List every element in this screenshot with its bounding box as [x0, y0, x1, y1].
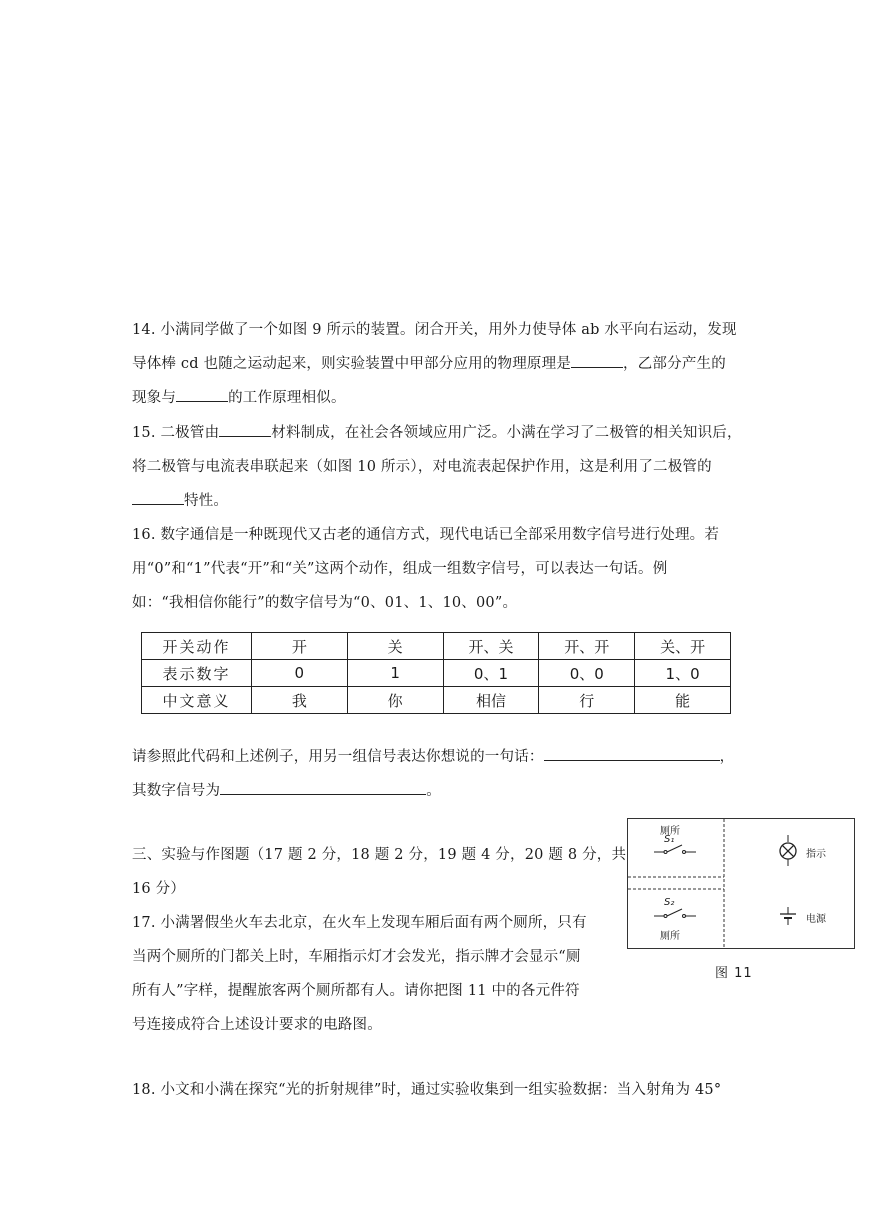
switch-s2-label: S₂	[664, 897, 675, 908]
q15-line-2: 将二极管与电流表串联起来（如图 10 所示），对电流表起保护作用，这是利用了二极管的	[132, 459, 712, 475]
table-cell: 我	[251, 687, 347, 714]
q16-line-5-text: 其数字信号为	[132, 783, 221, 799]
table-cell: 开、开	[539, 633, 635, 660]
q14-answer-blank-2[interactable]	[176, 389, 228, 402]
q14-line-3-text: 现象与	[132, 390, 177, 406]
q15-line-3	[132, 489, 228, 510]
q16-line-2: 用“0”和“1”代表“开”和“关”这两个动作，组成一组数字信号，可以表达一句话。例	[132, 561, 668, 577]
toilet-label-top: 厕所	[660, 826, 680, 837]
table-row	[142, 633, 731, 660]
table-cell: 你	[347, 687, 443, 714]
q14-line-2-text: 导体棒 cd 也随之运动起来，则实验装置中甲部分应用的物理原理是	[132, 356, 572, 372]
q14-line-3	[132, 386, 346, 407]
table-cell: 行	[539, 687, 635, 714]
q16-line-5-tail: 。	[426, 783, 441, 799]
q15-line-1-text: 15. 二极管由	[132, 425, 220, 441]
lamp-icon	[780, 835, 796, 866]
switch-s1-icon	[654, 845, 696, 854]
q14-line-2	[132, 352, 726, 373]
section-3-heading-line-2: 16 分）	[132, 881, 186, 897]
battery-icon	[780, 907, 796, 925]
q16-line-5	[132, 779, 441, 800]
table-cell: 能	[635, 687, 731, 714]
q16-line-3: 如：“我相信你能行”的数字信号为“0、01、1、10、00”。	[132, 595, 518, 611]
power-label: 电源	[806, 914, 826, 925]
table-cell: 开、关	[443, 633, 539, 660]
q16-sentence-blank[interactable]	[544, 748, 720, 761]
q16-line-4-tail: ，	[719, 749, 735, 765]
q17-line-2: 当两个厕所的门都关上时，车厢指示灯才会发光，指示牌才会显示“厕	[132, 949, 581, 965]
q16-signal-blank[interactable]	[220, 782, 426, 795]
table-header-cell: 中文意义	[142, 687, 252, 714]
indicator-label: 指示	[806, 849, 826, 860]
table-cell: 相信	[443, 687, 539, 714]
table-row	[142, 687, 731, 714]
figure-11-circuit	[627, 818, 855, 949]
table-cell: 1、0	[635, 660, 731, 687]
q15-line-3-tail: 特性。	[184, 493, 229, 509]
table-row	[142, 660, 731, 687]
switch-s1-label: S₁	[664, 834, 675, 845]
q15-line-1-tail: 材料制成，在社会各领域应用广泛。小满在学习了二极管的相关知识后，	[271, 425, 742, 441]
switch-s2-icon	[654, 909, 696, 918]
table-cell: 关	[347, 633, 443, 660]
q16-line-4-text: 请参照此代码和上述例子，用另一组信号表达你想说的一句话：	[132, 749, 544, 765]
table-cell: 0、1	[443, 660, 539, 687]
table-cell: 1	[347, 660, 443, 687]
q16-line-4	[132, 745, 734, 766]
section-3-heading-line-1: 三、实验与作图题（17 题 2 分，18 题 2 分，19 题 4 分，20 题 8 分，共	[132, 847, 627, 863]
signal-code-table	[141, 632, 731, 714]
figure-11-caption: 图 11	[715, 966, 753, 981]
table-cell: 0	[251, 660, 347, 687]
table-header-cell: 开关动作	[142, 633, 252, 660]
q17-line-3: 所有人”字样，提醒旅客两个厕所都有人。请你把图 11 中的各元件符	[132, 983, 580, 999]
table-cell: 0、0	[539, 660, 635, 687]
table-cell: 关、开	[635, 633, 731, 660]
q16-line-1: 16. 数字通信是一种既现代又古老的通信方式，现代电话已全部采用数字信号进行处理。若	[132, 527, 720, 543]
q17-line-1: 17. 小满署假坐火车去北京，在火车上发现车厢后面有两个厕所，只有	[132, 915, 587, 931]
q15-answer-blank-2[interactable]	[132, 492, 184, 505]
table-header-cell: 表示数字	[142, 660, 252, 687]
q18-line-1: 18. 小文和小满在探究“光的折射规律”时，通过实验收集到一组实验数据：当入射角为 45°	[132, 1082, 722, 1098]
q14-line-3-tail: 的工作原理相似。	[228, 390, 346, 406]
q17-line-4: 号连接成符合上述设计要求的电路图。	[132, 1017, 382, 1033]
table-cell: 开	[251, 633, 347, 660]
q15-line-1	[132, 421, 742, 442]
q14-answer-blank-1[interactable]	[571, 355, 623, 368]
q14-line-1: 14. 小满同学做了一个如图 9 所示的装置。闭合开关，用外力使导体 ab 水平向右运动，发现	[132, 322, 737, 338]
q14-line-2-tail: ，乙部分产生的	[623, 356, 726, 372]
toilet-label-bottom: 厕所	[660, 931, 680, 942]
q15-answer-blank-1[interactable]	[219, 424, 271, 437]
